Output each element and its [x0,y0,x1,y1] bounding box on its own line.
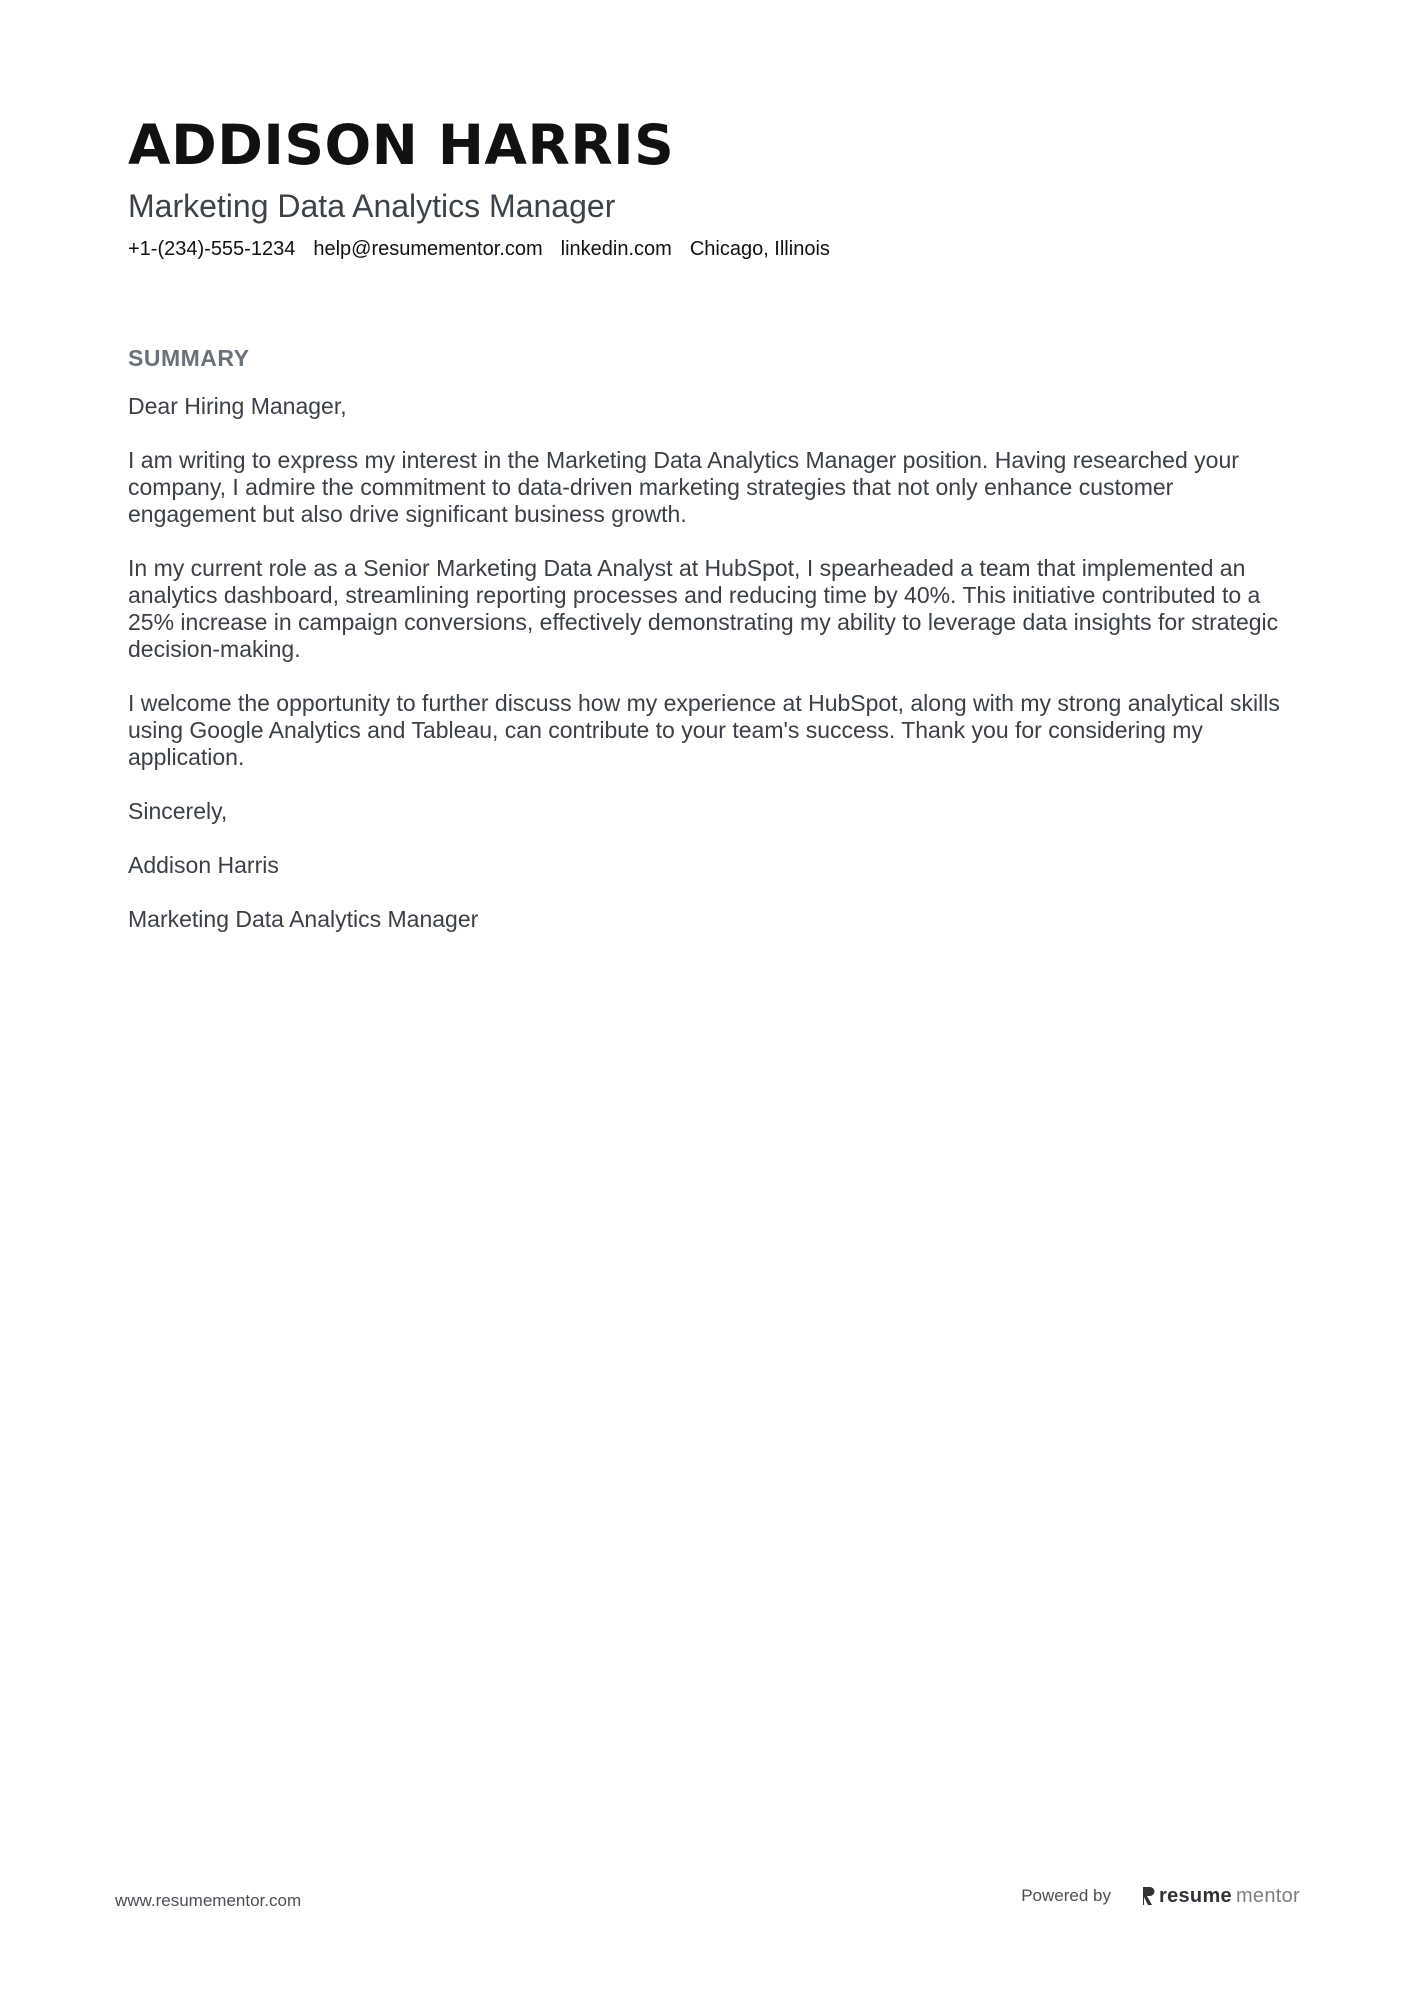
contact-location: Chicago, Illinois [689,238,830,260]
brand-text-resume: resume [1159,1885,1232,1907]
contact-email: help@resumementor.com [313,238,543,260]
footer-powered [1021,1885,1300,1907]
letter-paragraph-1: I am writing to express my interest in the Marketing Data Analytics Manager position. Having researched your company, I admire the commitment to data-driven marketing strategies that not only enhance customer engagement but also drive significant business growth. [128,447,1239,527]
contact-linkedin: linkedin.com [560,238,672,260]
summary-section [128,343,1298,960]
signature-title: Marketing Data Analytics Manager [128,906,479,932]
letter-paragraph-3: I welcome the opportunity to further discuss how my experience at HubSpot, along with my strong analytical skills using Google Analytics and Tableau, can contribute to your team's success. Thank you for considering my application. [128,690,1280,770]
powered-by-label: Powered by [1021,1886,1111,1905]
brand-logo [1141,1885,1300,1907]
section-heading: SUMMARY [128,345,250,371]
salutation: Dear Hiring Manager, [128,393,347,419]
header [128,110,1288,262]
contact-info [128,236,1288,262]
letter-body [128,393,1298,933]
brand-text-mentor: mentor [1235,1885,1300,1907]
footer-website: www.resumementor.com [115,1891,302,1910]
contact-phone: +1-(234)-555-1234 [128,238,296,260]
candidate-title: Marketing Data Analytics Manager [128,188,616,224]
closing: Sincerely, [128,798,228,824]
signature-name: Addison Harris [128,852,279,878]
resumementor-logo-icon [1141,1886,1155,1906]
candidate-name: ADDISON HARRIS [128,113,675,177]
letter-paragraph-2: In my current role as a Senior Marketing Data Analyst at HubSpot, I spearheaded a team that implemented an analytics dashboard, streamlining reporting processes and reducing time by 40%. This initiative contributed to a 25% increase in campaign conversions, effectively demonstrating my ability to leverage data insights for strategic decision-making. [128,555,1279,662]
